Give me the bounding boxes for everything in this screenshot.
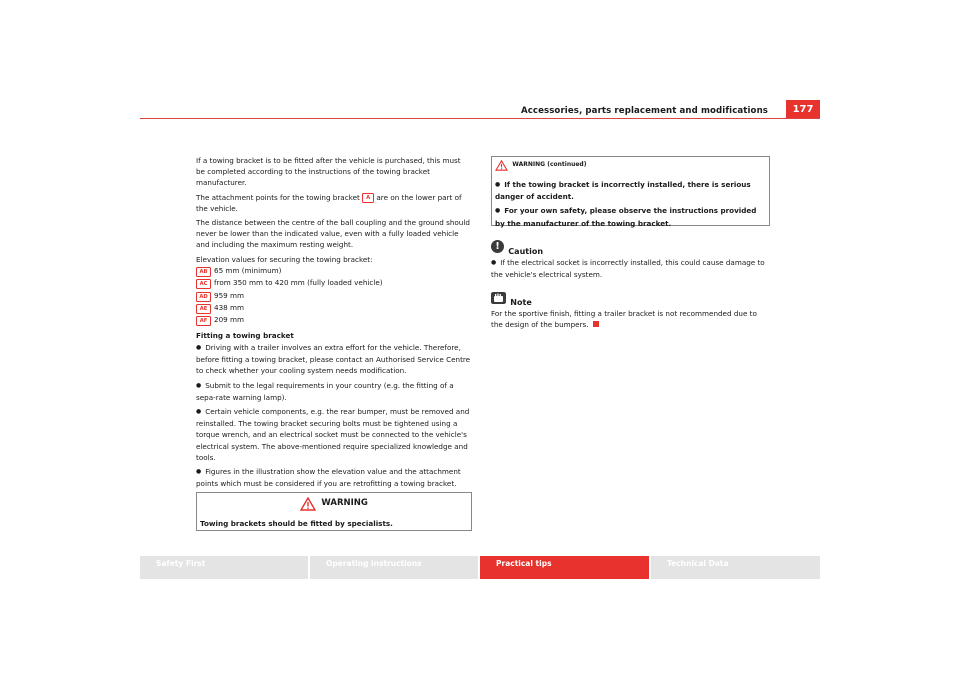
callout-badge: AD — [196, 292, 211, 302]
dimension-text: 438 mm — [214, 303, 245, 312]
caution-section — [491, 240, 769, 283]
callout-badge: AE — [196, 304, 211, 314]
paragraph-text: The attachment points for the towing bracket — [196, 192, 360, 202]
dimension-text: 65 mm (minimum) — [214, 265, 282, 275]
page-number: 177 — [786, 100, 820, 118]
dimension-item — [196, 302, 471, 314]
bullet-item: ● Certain vehicle components, e.g. the rear bumper, must be removed and reinstalled. The towing bracket securing bolts must be tightened using a torque wrench, and an electrical socket must be connected to the vehicle's electrical system. The above-mentioned require specialized knowledge and tools. — [196, 406, 471, 463]
dimension-text: from 350 mm to 420 mm (fully loaded vehicle) — [214, 278, 383, 288]
dimension-text: 959 mm — [214, 290, 245, 300]
paragraph: Elevation values for securing the towing bracket: — [196, 254, 373, 264]
warning-item: ● If the towing bracket is incorrectly installed, there is serious danger of accident. — [495, 179, 767, 202]
paragraph-text: are on the lower part of the vehicle. — [196, 192, 462, 213]
warning-text: Towing brackets should be fitted by specialists. — [200, 519, 393, 528]
warning-triangle-icon — [495, 160, 508, 171]
footer-tab-practical-tips[interactable]: Practical tips — [480, 556, 649, 579]
paragraph: The distance between the centre of the ball coupling and the ground should never be lower than the indicated value, even with a fully loaded vehicle and including the maximum resting weight. — [196, 218, 470, 250]
callout-badge: AF — [196, 316, 211, 326]
note-section — [491, 292, 769, 333]
caution-icon: ! — [491, 240, 504, 253]
header-rule — [140, 118, 820, 119]
paragraph — [196, 192, 471, 214]
note-title: Note — [510, 297, 532, 307]
callout-badge: AB — [196, 267, 211, 277]
warning-continued-box — [491, 156, 770, 226]
footer-tab-technical-data[interactable]: Technical Data — [651, 556, 820, 579]
page-header-title: Accessories, parts replacement and modifications — [520, 106, 768, 116]
dimension-item — [196, 314, 471, 326]
footer-tab-operating-instructions[interactable]: Operating instructions — [310, 556, 478, 579]
bullet-item: ● Driving with a trailer involves an extra effort for the vehicle. Therefore, before fitting a towing bracket, please contact an Authorised Service Centre to check whether your cooling system needs modification. — [196, 342, 471, 377]
callout-badge: A — [362, 193, 374, 203]
note-text: For the sportive finish, fitting a trailer bracket is not recommended due to the design of the bumpers. — [491, 309, 757, 330]
dimension-item — [196, 290, 471, 302]
warning-title: WARNING — [321, 498, 368, 509]
end-of-section-mark-icon — [593, 321, 599, 327]
callout-badge: AC — [196, 279, 211, 289]
left-column — [196, 155, 471, 492]
paragraph: If a towing bracket is to be fitted after the vehicle is purchased, this must be completed according to the instructions of the towing bracket manufacturer. — [196, 156, 461, 188]
warning-triangle-icon — [300, 497, 316, 511]
note-icon — [491, 292, 506, 304]
bullet-item: ● Figures in the illustration show the elevation value and the attachment points which must be considered if you are retrofitting a towing bracket. — [196, 466, 471, 489]
caution-text: ● If the electrical socket is incorrectly installed, this could cause damage to the vehicle's electrical system. — [491, 257, 769, 280]
bullet-item: ● Submit to the legal requirements in your country (e.g. the fitting of a sepa-rate warning lamp). — [196, 380, 471, 403]
dimension-item — [196, 277, 471, 289]
dimension-text: 209 mm — [214, 315, 245, 325]
footer-tab-safety-first[interactable]: Safety First — [140, 556, 308, 579]
section-heading: Fitting a towing bracket — [196, 330, 294, 340]
warning-continued-title: WARNING (continued) — [512, 161, 587, 169]
caution-title: Caution — [508, 246, 544, 256]
dimension-list — [196, 265, 471, 327]
warning-item: ● For your own safety, please observe the instructions provided by the manufacturer of the towing bracket. — [495, 205, 767, 228]
dimension-item — [196, 265, 471, 277]
warning-box — [196, 492, 472, 531]
